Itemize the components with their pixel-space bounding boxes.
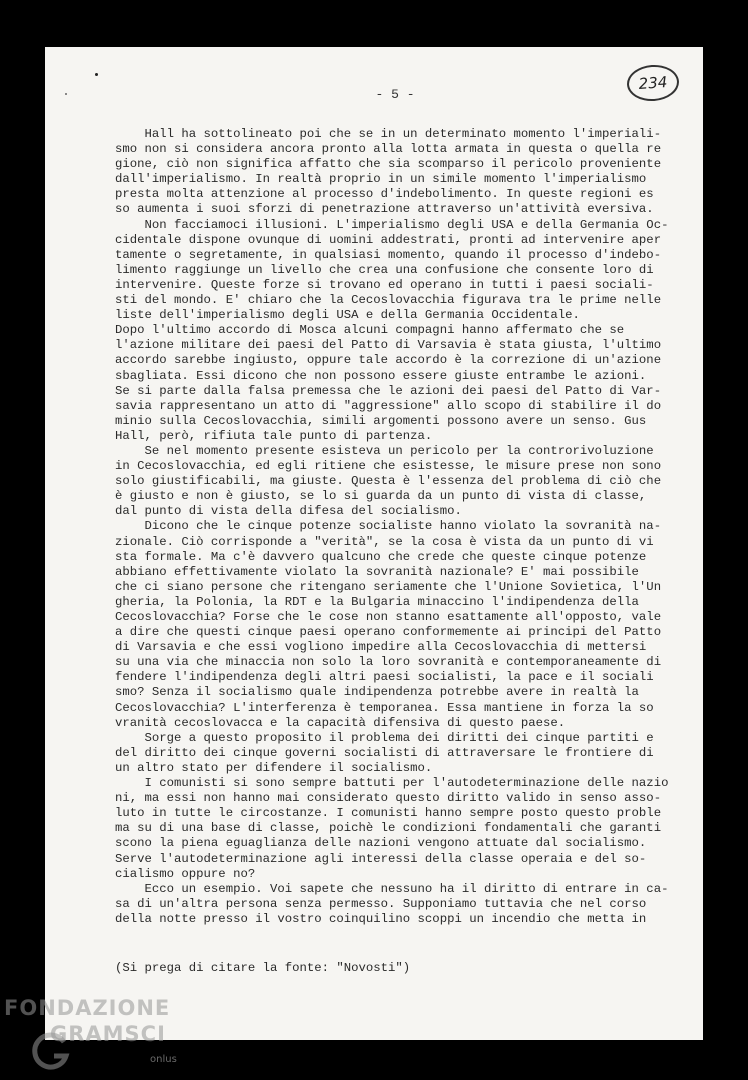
source-note: (Si prega di citare la fonte: "Novosti")	[115, 961, 411, 975]
watermark-sub: onlus	[150, 1054, 177, 1065]
page-number: - 5 -	[375, 87, 415, 102]
body-text: Hall ha sottolineato poi che se in un determinato momento l'imperiali- smo non si considera ancora pronto alla lotta armata in questa o quella re gione, ciò non significa affatto che sia scomparso il pericolo proveniente dall'imperialismo. In realtà proprio in un simile momento l'imperialismo presta molta attenzione al processo d'indebolimento. In queste regioni es so aumenta i suoi sforzi di penetrazione attraverso un'attività eversiva. Non facciamoci illusioni. L'imperialismo degli USA e della Germania Oc- cidentale dispone ovunque di uomini addestrati, pronti ad intervenire aper tamente o segretamente, in qualsiasi momento, quando il processo d'indebo- limento raggiunge un livello che crea una confusione che consente loro di intervenire. Queste forze si trovano ed operano in tutti i paesi sociali- sti del mondo. E' chiaro che la Cecoslovacchia figurava tra le prime nelle liste dell'imperialismo degli USA e della Germania Occidentale. Dopo l'ultimo accordo di Mosca alcuni compagni hanno affermato che se l'azione militare dei paesi del Patto di Varsavia è stata giusta, l'ultimo accordo sarebbe ingiusto, oppure tale accordo è la correzione di un'azione sbagliata. Essi dicono che non possono essere giuste entrambe le azioni. Se si parte dalla falsa premessa che le azioni dei paesi del Patto di Var- savia rappresentano un atto di "aggressione" allo scopo di stabilire il do minio sulla Cecoslovacchia, simili argomenti possono avere un senso. Gus Hall, però, rifiuta tale punto di partenza. Se nel momento presente esisteva un pericolo per la controrivoluzione in Cecoslovacchia, ed egli ritiene che esistesse, le misure prese non sono solo giustificabili, ma giuste. Questa è l'essenza del problema di ciò che è giusto e non è giusto, se lo si guarda da un punto di vista di classe, dal punto di vista della difesa del socialismo. Dicono che le cinque potenze socialiste hanno violato la sovranità na- zionale. Ciò corrisponde a "verità", se la cosa è vista da un punto di vi sta formale. Ma c'è davvero qualcuno che crede che queste cinque potenze abbiano effettivamente violato la sovranità nazionale? E' mai possibile che ci siano persone che ritengano seriamente che l'Unione Sovietica, l'Un gheria, la Polonia, la RDT e la Bulgaria minaccino l'indipendenza della Cecoslovacchia? Forse che le cose non stanno esattamente all'opposto, vale a dire che questi cinque paesi operano conformemente ai principi del Patto di Varsavia e che essi vogliono impedire alla Cecoslovacchia di mettersi su una via che minaccia non solo la loro sovranità e contemporaneamente di fendere l'indipendenza degli altri paesi socialisti, la pace e il sociali smo? Senza il socialismo quale indipendenza potrebbe avere in realtà la Cecoslovacchia? L'interferenza è temporanea. Essa mantiene in forza la so vranità cecoslovacca e la capacità difensiva di questo paese. Sorge a questo proposito il problema dei diritti dei cinque partiti e del diritto dei cinque governi socialisti di attraversare le frontiere di un altro stato per difendere il socialismo. I comunisti si sono sempre battuti per l'autodeterminazione delle nazio ni, ma essi non hanno mai considerato questo diritto valido in senso asso- luto in tutte le circostanze. I comunisti hanno sempre posto questo proble ma su di una base di classe, poichè le condizioni fondamentali che garanti scono la piena eguaglianza delle nazioni vengono attuate dal socialismo. Serve l'autodeterminazione agli interessi della classe operaia e del so- cialismo oppure no? Ecco un esempio. Voi sapete che nessuno ha il diritto di entrare in ca- sa di un'altra persona senza permesso. Supponiamo tuttavia che nel corso della notte presso il vostro coinquilino scoppi un incendio che metta in	[115, 127, 669, 926]
watermark-line1: FONDAZIONE	[4, 996, 171, 1020]
ink-speck	[95, 73, 98, 76]
archive-stamp: 234	[626, 63, 680, 103]
document-page	[45, 47, 703, 1040]
ink-speck	[65, 93, 67, 95]
foundation-watermark	[4, 996, 204, 1080]
watermark-line2: GRAMSCI	[50, 1022, 166, 1046]
